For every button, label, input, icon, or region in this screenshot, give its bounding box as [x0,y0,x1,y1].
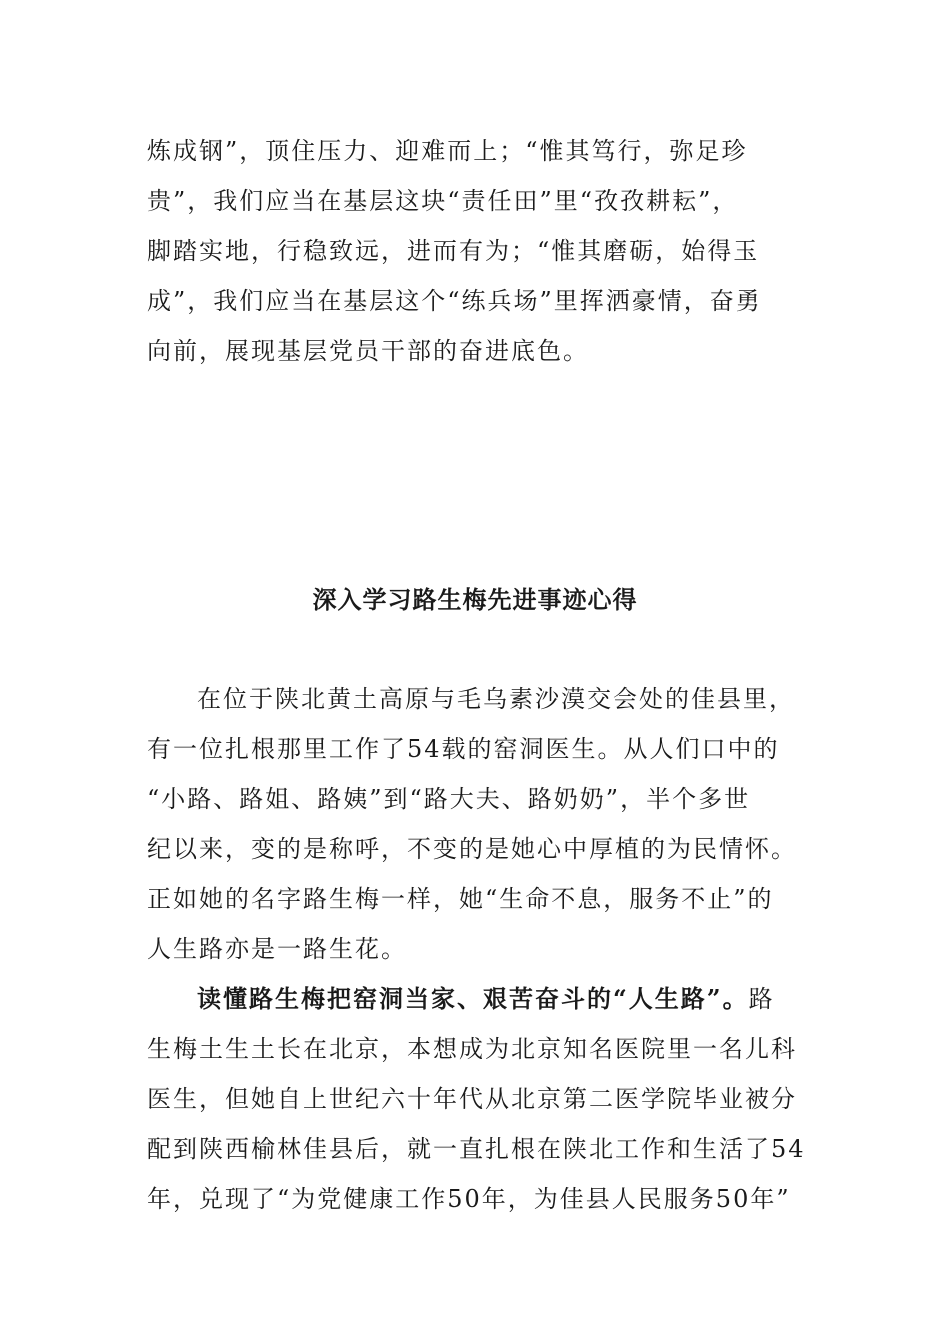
text-line: 有一位扎根那里工作了54载的窑洞医生。从人们口中的 [147,735,780,763]
text-line: 医生，但她自上世纪六十年代从北京第二医学院毕业被分 [147,1085,797,1113]
text-line: 炼成钢”，顶住压力、迎难而上；“惟其笃行，弥足珍 [147,137,748,165]
paragraph-heading: 读懂路生梅把窑洞当家、艰苦奋斗的“人生路”。 [197,984,749,1013]
text-line: 脚踏实地，行稳致远，进而有为；“惟其磨砺，始得玉 [147,237,760,265]
text-line: 贵”，我们应当在基层这块“责任田”里“孜孜耕耘”， [147,187,739,215]
article-title: 深入学习路生梅先进事迹心得 [312,585,638,614]
text-line: 配到陕西榆林佳县后，就一直扎根在陕北工作和生活了54 [147,1135,806,1163]
text-line: 纪以来，变的是称呼，不变的是她心中厚植的为民情怀。 [147,835,797,863]
paragraph-text: 路 [748,985,775,1013]
text-line: 年，兑现了“为党健康工作50年，为佳县人民服务50年” [147,1185,791,1213]
text-line [147,974,797,1024]
article-paragraph-2 [147,974,806,1224]
text-line: 人生路亦是一路生花。 [147,935,407,963]
text-line: 成”，我们应当在基层这个“练兵场”里挥洒豪情，奋勇 [147,287,762,315]
text-line: 生梅土生土长在北京，本想成为北京知名医院里一名儿科 [147,1035,797,1063]
text-line: “小路、路姐、路姨”到“路大夫、路奶奶”，半个多世 [147,785,751,813]
text-line: 在位于陕北黄土高原与毛乌素沙漠交会处的佳县里， [197,685,795,713]
text-line: 向前，展现基层党员干部的奋进底色。 [147,337,589,365]
article-paragraph-1 [147,674,797,974]
text-line: 正如她的名字路生梅一样，她“生命不息，服务不止”的 [147,885,774,913]
continuation-paragraph [147,126,797,376]
